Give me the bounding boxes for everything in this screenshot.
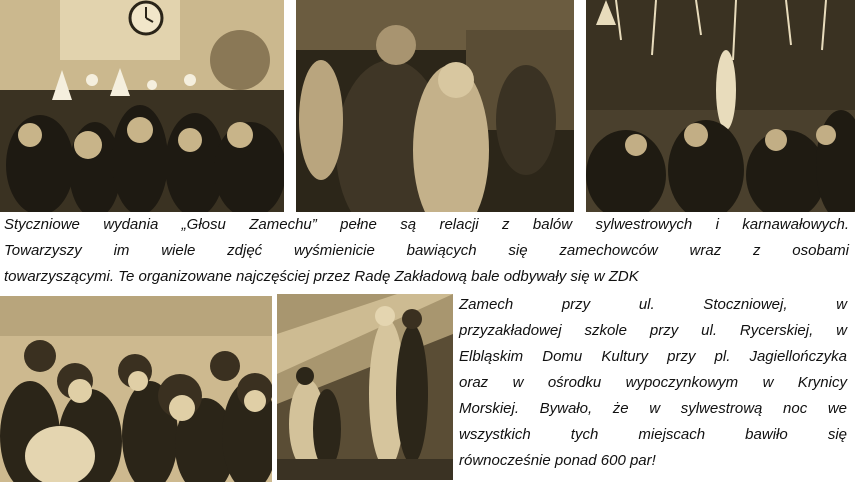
caption-right-line-5: Morskiej. Bywało, że w sylwestrową noc we — [459, 400, 847, 417]
photo-ball-crowd-streamers — [586, 0, 855, 212]
photo-dancing-couples-stage — [277, 294, 453, 480]
caption-top-line-2: Towarzyszy im wiele zdjęć wyśmienicie bawiących się zamechowców wraz z osobami — [4, 242, 849, 259]
photo-couple-dancing — [296, 0, 574, 212]
caption-right-line-3: Elbląskim Domu Kultury przy pl. Jagiellończyka — [459, 348, 847, 365]
caption-right-line-2: przyzakładowej szkole przy ul. Rycerskiej, w — [459, 322, 847, 339]
caption-right-line-6: wszystkich tych miejscach bawiło się — [459, 426, 847, 443]
caption-top-line-3: towarzyszącymi. Te organizowane najczęściej przez Radę Zakładową bale odbywały się w ZDK — [4, 268, 639, 285]
caption-right-line-4: oraz w ośrodku wypoczynkowym w Krynicy — [459, 374, 847, 391]
photo-guests-group — [0, 296, 272, 482]
caption-top-line-1: Styczniowe wydania „Głosu Zamechu” pełne są relacji z balów sylwestrowych i karnawałowych. — [4, 216, 849, 233]
caption-right — [459, 292, 847, 474]
photo-ball-crowd-clock — [0, 0, 284, 212]
caption-top — [4, 212, 849, 290]
caption-right-line-1: Zamech przy ul. Stoczniowej, w — [459, 296, 847, 313]
caption-right-line-7: równocześnie ponad 600 par! — [459, 452, 656, 469]
